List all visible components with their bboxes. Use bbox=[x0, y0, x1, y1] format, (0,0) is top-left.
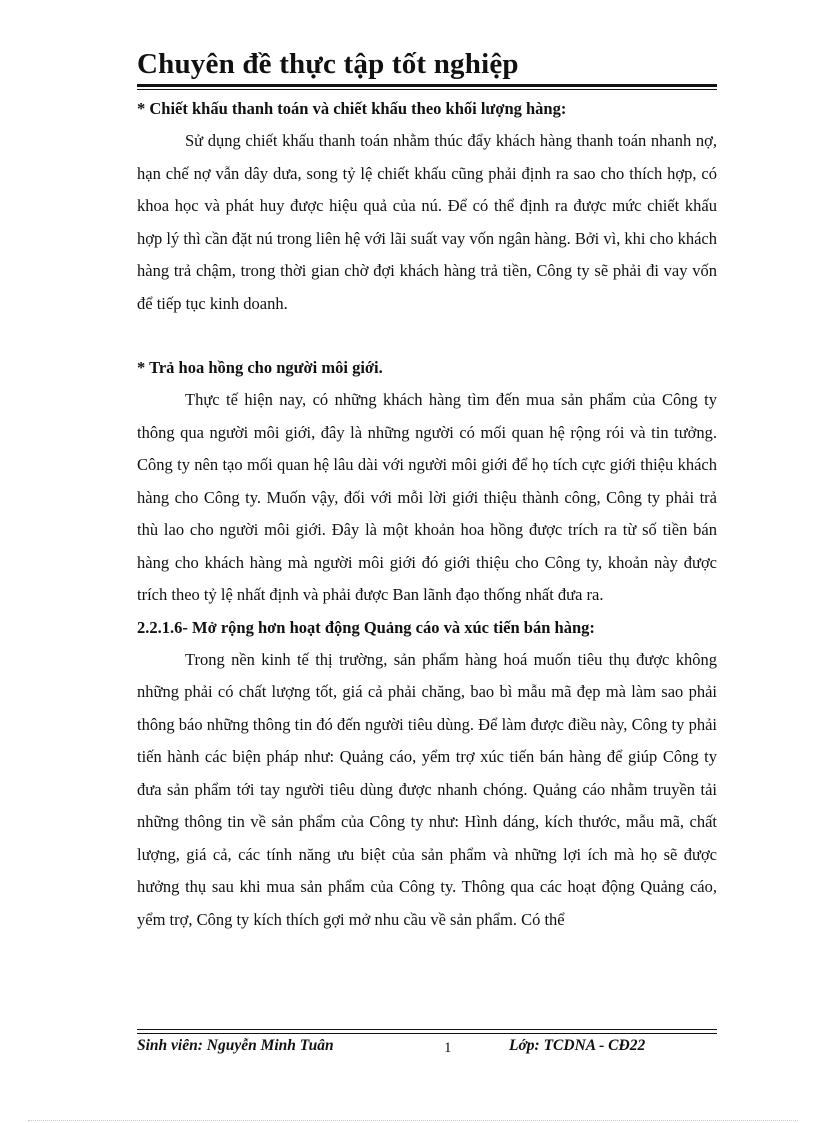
section-heading-discount: * Chiết khấu thanh toán và chiết khấu theo khối lượng hàng: bbox=[137, 99, 567, 118]
page-title: Chuyên đề thực tập tốt nghiệp bbox=[137, 48, 519, 80]
paragraph-commission-text: Thực tế hiện nay, có những khách hàng tìm đến mua sản phẩm của Công ty thông qua người môi giới, đây là những người có mối quan hệ rộng rói và tin tưởng. Công ty nên tạo mối quan hệ lâu dài với người môi giới để họ tích cực giới thiệu khách hàng cho Công ty. Muốn vậy, đối với mỗi lời giới thiệu thành công, Công ty phải trả thù lao cho người môi giới. Đây là một khoản hoa hồng được trích ra từ số tiền bán hàng cho khách hàng mà người môi giới đó giới thiệu cho Công ty, khoản này được trích theo tỷ lệ nhất định và phải được Ban lãnh đạo thống nhất đưa ra. bbox=[137, 390, 717, 604]
footer-rule-thin bbox=[137, 1033, 717, 1034]
header-rule-thin bbox=[137, 89, 717, 90]
footer-student: Sinh viên: Nguyễn Minh Tuân bbox=[137, 1037, 334, 1054]
page-number: 1 bbox=[444, 1040, 452, 1056]
page-edge-divider bbox=[28, 1120, 798, 1121]
document-body bbox=[137, 93, 717, 936]
section-heading-commission: * Trả hoa hồng cho người môi giới. bbox=[137, 358, 383, 377]
footer-rule bbox=[137, 1029, 717, 1030]
paragraph-commission bbox=[137, 384, 717, 612]
page-footer bbox=[137, 1037, 717, 1059]
paragraph-discount-text: Sử dụng chiết khấu thanh toán nhằm thúc đẩy khách hàng thanh toán nhanh nợ, hạn chế nợ vẫn dây dưa, song tỷ lệ chiết khấu cũng phải định ra sao cho thích hợp, có khoa học và phát huy được hiệu quả của nú. Để có thể định ra được mức chiết khấu hợp lý thì cần đặt nú trong liên hệ với lãi suất vay vốn ngân hàng. Bởi vì, khi cho khách hàng trả chậm, trong thời gian chờ đợi khách hàng trả tiền, Công ty sẽ phải đi vay vốn để tiếp tục kinh doanh. bbox=[137, 131, 717, 313]
header-rule bbox=[137, 84, 717, 87]
spacer bbox=[137, 320, 717, 352]
paragraph-advertising-text: Trong nền kinh tế thị trường, sản phẩm hàng hoá muốn tiêu thụ được không những phải có chất lượng tốt, giá cả phải chăng, bao bì mẫu mã đẹp mà làm sao phải thông báo những thông tin đó đến người tiêu dùng. Để làm được điều này, Công ty phải tiến hành các biện pháp như: Quảng cáo, yểm trợ xúc tiến bán hàng để giúp Công ty đưa sản phẩm tới tay người tiêu dùng được nhanh chóng. Quảng cáo nhằm truyền tải những thông tin về sản phẩm của Công ty như: Hình dáng, kích thước, mẫu mã, chất lượng, giá cả, các tính năng ưu biệt của sản phẩm và những lợi ích mà họ sẽ được hưởng thụ sau khi mua sản phẩm của Công ty. Thông qua các hoạt động Quảng cáo, yểm trợ, Công ty kích thích gợi mở nhu cầu về sản phẩm. Có thể bbox=[137, 649, 717, 929]
paragraph-advertising bbox=[137, 644, 717, 937]
footer-class: Lớp: TCDNA - CĐ22 bbox=[509, 1037, 646, 1054]
section-heading-advertising: 2.2.1.6- Mở rộng hơn hoạt động Quảng cáo và xúc tiến bán hàng: bbox=[137, 617, 595, 637]
paragraph-discount bbox=[137, 125, 717, 320]
